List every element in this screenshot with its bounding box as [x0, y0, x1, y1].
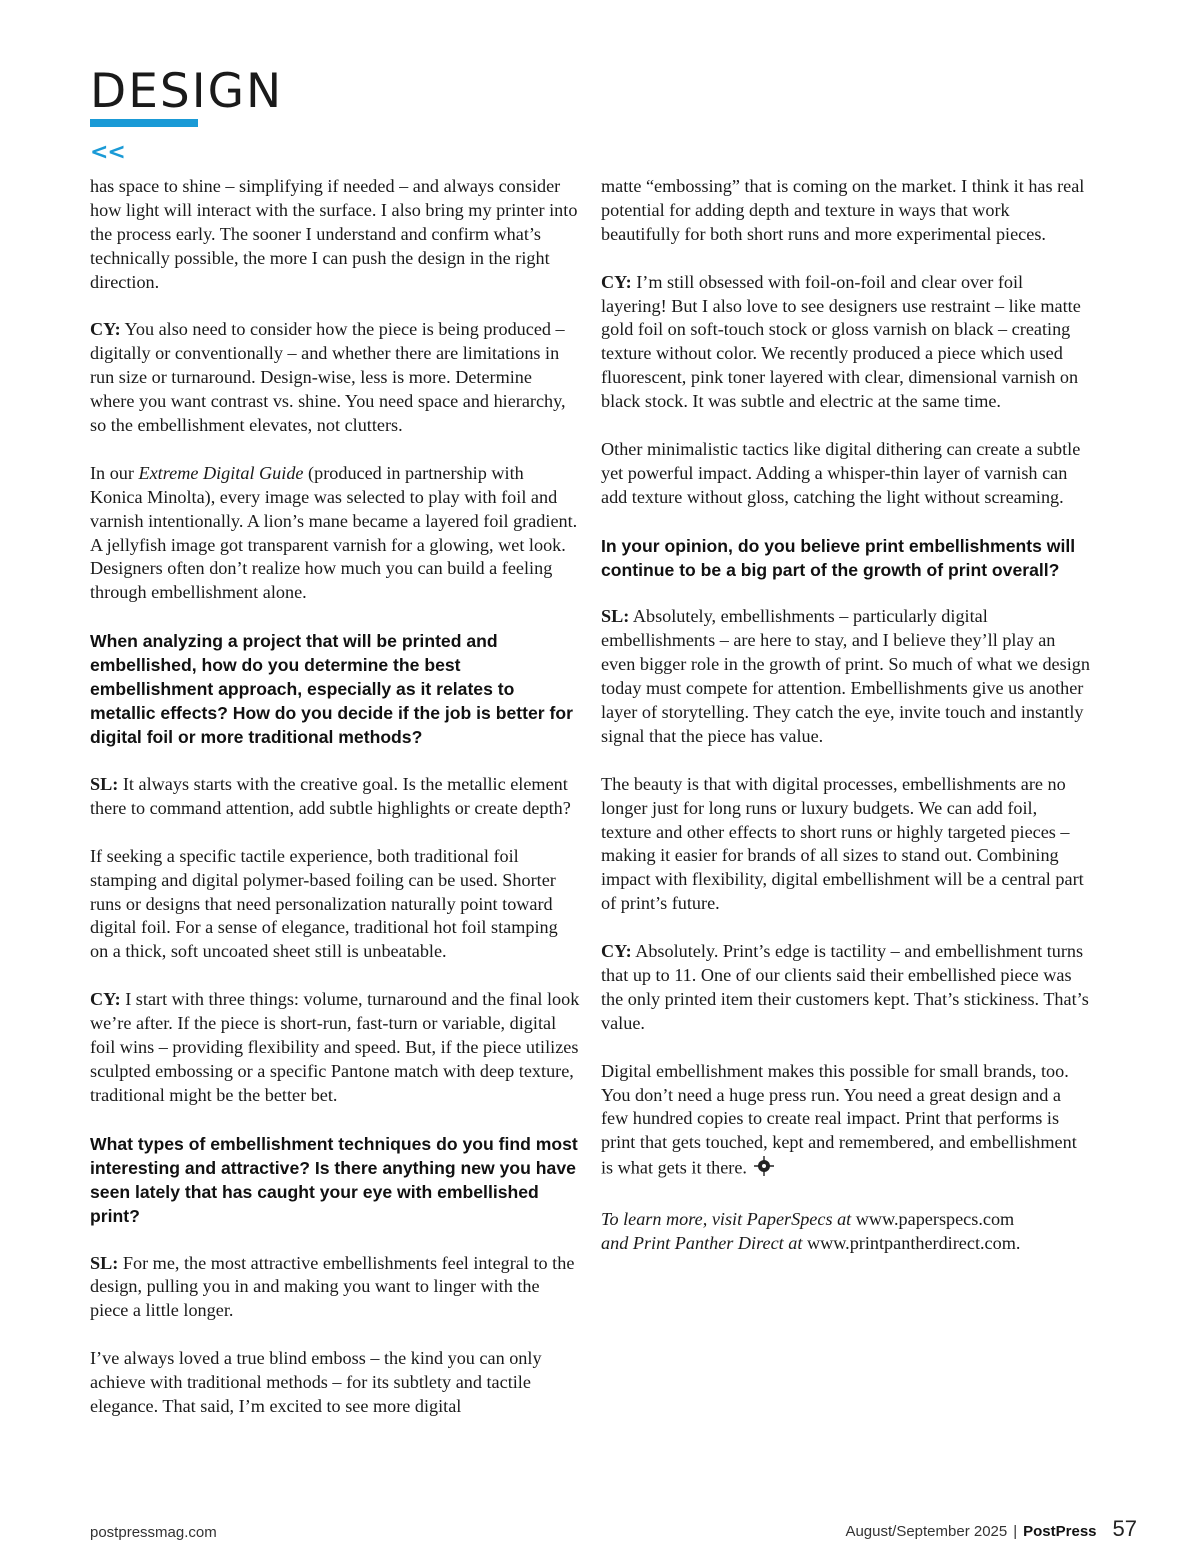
speaker-label: CY: [601, 271, 632, 292]
section-title: DESIGN [90, 64, 284, 119]
paragraph-text: I’m still obsessed with foil-on-foil and clear over foil layering! But I also love to see designers use restraint – like matte gold foil on soft-touch stock or gloss varnish on black – creating texture without color. We recently produced a piece which used fluorescent, pink toner layered with clear, dimensional varnish on black stock. It was subtle and electric at the same time. [601, 271, 1081, 412]
paragraph: Other minimalistic tactics like digital dithering can create a subtle yet powerful impact. Adding a whisper-thin layer of varnish can add texture without gloss, catching the light without screaming. [601, 438, 1081, 507]
paragraph-text: (produced in partnership with Konica Minolta), every image was selected to play with foil and varnish intentionally. A lion’s mane became a layered foil gradient. A jellyfish image got transparent varnish for a glowing, wet look. Designers often don’t realize how much you can build a feeling through embellishment alone. [90, 462, 578, 603]
paperspecs-link[interactable]: www.paperspecs.com [855, 1209, 1015, 1230]
paragraph-text: Absolutely. Print’s edge is tactility – and embellishment turns that up to 11. One of our clients said their embellished piece was the only printed item their customers kept. That’s stickiness. That’s value. [601, 941, 1089, 1033]
paragraph [90, 318, 580, 438]
paragraph-text: Absolutely, embellishments – particularly digital embellishments – are here to stay, and I believe they’ll play an even bigger role in the growth of print. So much of what we design today must compete for attention. Embellishments give us another layer of storytelling. They catch the eye, invite touch and instantly signal that the piece has value. [601, 606, 1090, 746]
paragraph: I’ve always loved a true blind emboss – the kind you can only achieve with traditional methods – for its subtlety and tactile elegance. That said, I’m excited to see more digital [90, 1348, 542, 1416]
paragraph-text: For me, the most attractive embellishments feel integral to the design, pulling you in and making you want to linger with the piece a little longer. [90, 1252, 575, 1321]
period: . [1015, 1232, 1021, 1253]
article-column-right [601, 175, 1091, 1256]
paragraph: The beauty is that with digital processes, embellishments are no longer just for long runs or luxury budgets. We can add foil, texture and other effects to short runs or highly targeted pieces – making it easier for brands of all sizes to stand out. Combining impact with flexibility, digital embellishment will be a central part of print’s future. [601, 773, 1084, 914]
article-column-left [90, 175, 580, 1419]
learn-more-text: and Print Panther Direct at [601, 1232, 803, 1253]
footer-separator: | [1013, 1523, 1018, 1540]
speaker-label: SL: [90, 774, 119, 795]
paragraph-text: You also need to consider how the piece is being produced – digitally or conventionally – and whether there are limitations in run size or turnaround. Design-wise, less is more. Determine where you want contrast vs. shine. You need space and hierarchy, so the embellishment elevates, not clutters. [90, 319, 566, 436]
footer-issue-info [845, 1516, 1137, 1542]
paragraph: If seeking a specific tactile experience, both traditional foil stamping and digital polymer-based foiling can be used. Shorter runs or designs that need personalization naturally point toward digital foil. For a sense of elegance, traditional hot foil stamping on a thick, soft uncoated sheet still is unbeatable. [90, 845, 558, 962]
speaker-label: CY: [90, 319, 121, 340]
interview-question: When analyzing a project that will be printed and embellished, how do you determine the best embellishment approach, especially as it relates to metallic effects? How do you decide if the job is better for digital foil or more traditional methods? [90, 631, 573, 748]
continued-from-previous-icon[interactable]: << [90, 140, 125, 165]
page-number: 57 [1112, 1516, 1137, 1541]
paragraph [601, 1060, 1091, 1185]
learn-more-text: To learn more, visit PaperSpecs at [601, 1209, 852, 1230]
paragraph [90, 1252, 580, 1324]
paragraph [601, 940, 1091, 1036]
paragraph-text: In our [90, 462, 134, 483]
speaker-label: SL: [90, 1252, 119, 1273]
paragraph [601, 271, 1091, 414]
speaker-label: CY: [90, 989, 121, 1010]
paragraph: has space to shine – simplifying if needed – and always consider how light will interact with the surface. I also bring my printer into the process early. The sooner I understand and confirm what’s technically possible, the more I can push the design in the right direction. [90, 176, 578, 292]
interview-question: What types of embellishment techniques do you find most interesting and attractive? Is there anything new you have seen lately that has caught your eye with embellished print? [90, 1133, 578, 1226]
paragraph [601, 605, 1091, 748]
end-of-article-icon [753, 1155, 775, 1184]
printpanther-link[interactable]: www.printpantherdirect.com [806, 1232, 1016, 1253]
guide-title: Extreme Digital Guide [138, 462, 304, 483]
paragraph: matte “embossing” that is coming on the market. I think it has real potential for adding depth and texture in ways that work beautifully for both short runs and more experimental pieces. [601, 176, 1085, 244]
paragraph [90, 462, 580, 605]
issue-date: August/September 2025 [845, 1523, 1008, 1540]
speaker-label: SL: [601, 606, 630, 627]
paragraph [90, 773, 580, 821]
learn-more-note [601, 1208, 1091, 1256]
interview-question: In your opinion, do you believe print embellishments will continue to be a big part of the growth of print overall? [601, 535, 1076, 580]
section-title-underline [90, 119, 198, 127]
magazine-brand: PostPress [1023, 1523, 1097, 1540]
speaker-label: CY: [601, 941, 632, 962]
paragraph-text: It always starts with the creative goal. Is the metallic element there to command attention, add subtle highlights or create depth? [90, 774, 571, 818]
paragraph [90, 988, 580, 1108]
paragraph-text: Digital embellishment makes this possible for small brands, too. You don’t need a huge press run. You need a great design and a few hundred copies to create real impact. Print that performs is print that gets touched, kept and remembered, and embellishment is what gets it there. [601, 1060, 1077, 1178]
footer-website[interactable]: postpressmag.com [90, 1524, 217, 1541]
paragraph-text: I start with three things: volume, turnaround and the final look we’re after. If the piece is short-run, fast-turn or variable, digital foil wins – providing flexibility and speed. But, if the piece utilizes sculpted embossing or a specific Pantone match with deep texture, traditional might be the better bet. [90, 989, 580, 1105]
